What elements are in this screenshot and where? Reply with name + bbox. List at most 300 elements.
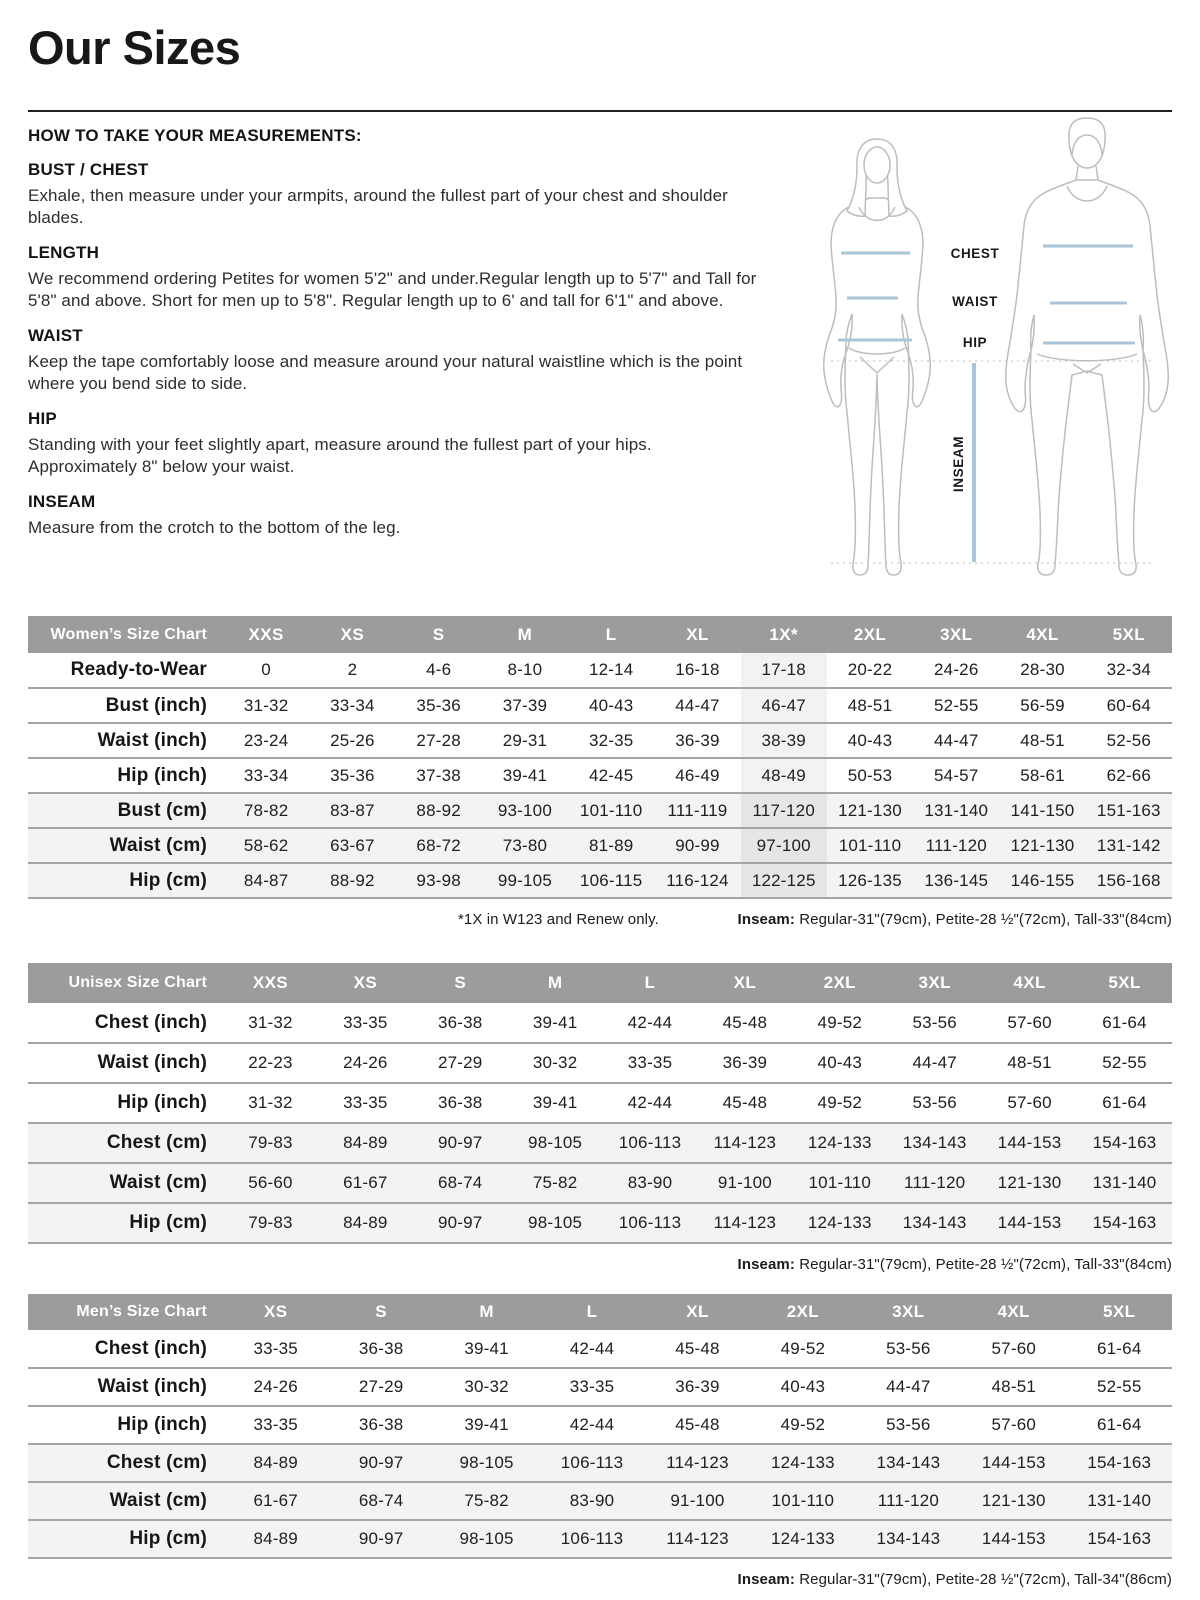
size-cell: 106-113: [618, 1213, 682, 1232]
size-cell: 106-115: [579, 870, 643, 890]
section-body: Exhale, then measure under your armpits, around the fullest part of your chest and shoulder blades.: [28, 186, 728, 227]
size-cell: 98-105: [459, 1529, 514, 1548]
size-cell: 29-31: [502, 730, 548, 750]
size-cell: 33-35: [253, 1415, 298, 1434]
column-header-5xl: 5XL: [1067, 1294, 1173, 1330]
column-header-3xl: 3XL: [913, 616, 999, 653]
size-cell: 24-26: [934, 660, 979, 679]
inseam-note-label: Inseam:: [737, 1256, 795, 1273]
column-header-xs: XS: [223, 1294, 328, 1330]
size-cell: 36-39: [722, 1053, 768, 1072]
table-row: [28, 1406, 1172, 1444]
inseam-note-label: Inseam:: [737, 1571, 795, 1588]
size-cell: 144-153: [981, 1453, 1046, 1472]
size-cell: 30-32: [532, 1053, 578, 1072]
size-cell: 27-29: [437, 1053, 483, 1072]
size-cell: 154-163: [1092, 1133, 1157, 1152]
header-row: [28, 963, 1172, 1003]
size-cell: 146-155: [1010, 870, 1075, 890]
table-row: [28, 758, 1172, 793]
size-cell: 39-41: [502, 765, 548, 785]
column-header-xs: XS: [318, 963, 413, 1003]
size-cell: 17-18: [741, 653, 827, 688]
size-cell: 35-36: [330, 765, 375, 785]
instructions-heading: HOW TO TAKE YOUR MEASUREMENTS:: [28, 126, 362, 145]
size-cell: 84-89: [343, 1213, 388, 1232]
size-cell: 101-110: [771, 1491, 835, 1510]
row-label: Chest (cm): [106, 1452, 207, 1473]
column-header-2xl: 2XL: [827, 616, 913, 653]
size-cell: 2: [347, 660, 358, 679]
size-cell: 35-36: [416, 695, 461, 715]
size-cell: 126-135: [838, 870, 902, 890]
row-label: Hip (cm): [129, 1212, 207, 1233]
waist-label: WAIST: [952, 294, 998, 309]
male-figure: [1006, 118, 1169, 575]
row-label: Bust (cm): [117, 799, 207, 821]
size-cell: 36-38: [437, 1012, 483, 1032]
size-cell: 121-130: [1010, 835, 1075, 855]
size-cell: 154-163: [1092, 1213, 1157, 1232]
size-cell: 58-61: [1020, 765, 1065, 785]
size-cell: 81-89: [588, 835, 634, 855]
section-title: WAIST: [28, 326, 83, 345]
column-header-xxs: XXS: [223, 616, 309, 653]
size-cell: 131-142: [1096, 835, 1161, 855]
mens-size-chart-table: [28, 1294, 1172, 1559]
column-header-m: M: [482, 616, 568, 653]
size-cell: 116-124: [666, 870, 729, 890]
size-cell: 56-60: [248, 1173, 293, 1192]
size-cell: 114-123: [713, 1213, 777, 1232]
size-cell: 90-97: [358, 1529, 404, 1548]
table-row: [28, 1368, 1172, 1406]
instruction-section-bust-chest: [28, 160, 758, 229]
size-cell: 121-130: [838, 800, 902, 820]
table-row: [28, 1444, 1172, 1482]
size-cell: 98-105: [528, 1213, 583, 1232]
size-cell: 90-97: [437, 1213, 483, 1232]
size-cell: 156-168: [1096, 870, 1161, 890]
column-header-xl: XL: [697, 963, 792, 1003]
size-cell: 83-90: [627, 1173, 673, 1192]
size-cell: 33-35: [627, 1053, 673, 1072]
size-cell: 134-143: [876, 1529, 941, 1548]
column-header-2xl: 2XL: [750, 1294, 855, 1330]
row-label: Hip (cm): [129, 869, 207, 891]
size-cell: 141-150: [1010, 800, 1075, 820]
size-cell: 124-133: [807, 1133, 872, 1152]
womens-size-chart-table: [28, 616, 1172, 899]
size-cell: 93-100: [497, 800, 552, 820]
size-cell: 12-14: [588, 660, 634, 679]
table-row: [28, 1163, 1172, 1203]
column-header-xxs: XXS: [223, 963, 318, 1003]
size-cell: 27-29: [358, 1377, 404, 1396]
size-cell: 45-48: [675, 1338, 720, 1358]
table-row: [28, 723, 1172, 758]
size-cell: 54-57: [934, 765, 979, 785]
mens-footnotes: [28, 1571, 1172, 1588]
size-cell: 52-56: [1106, 730, 1152, 750]
size-cell: 33-35: [343, 1093, 388, 1112]
table-row: [28, 1330, 1172, 1368]
size-cell: 60-64: [1106, 695, 1152, 715]
size-cell: 48-51: [1007, 1053, 1052, 1072]
size-cell: 25-26: [330, 730, 375, 750]
table-row: [28, 1003, 1172, 1043]
size-cell: 37-38: [416, 765, 461, 785]
size-cell: 50-53: [847, 765, 893, 785]
size-cell: 48-51: [847, 695, 893, 715]
size-cell: 144-153: [997, 1213, 1062, 1232]
size-cell: 91-100: [670, 1491, 725, 1510]
size-cell: 106-113: [618, 1133, 682, 1152]
size-cell: 48-51: [991, 1377, 1037, 1396]
table-title: Men’s Size Chart: [28, 1294, 223, 1330]
table-row: [28, 793, 1172, 828]
column-header-4xl: 4XL: [961, 1294, 1066, 1330]
row-label: Chest (inch): [94, 1011, 207, 1033]
size-cell: 33-35: [569, 1377, 615, 1396]
size-cell: 121-130: [981, 1491, 1046, 1510]
size-cell: 84-89: [253, 1529, 298, 1548]
size-cell: 63-67: [330, 835, 375, 855]
size-cell: 134-143: [902, 1133, 967, 1152]
size-cell: 90-97: [437, 1133, 483, 1152]
measurement-instructions: [28, 126, 758, 539]
size-cell: 78-82: [243, 800, 289, 820]
table-row: [28, 1043, 1172, 1083]
row-label: Ready-to-Wear: [70, 659, 207, 680]
mens-size-chart-block: [28, 1294, 1172, 1588]
column-header-1x: 1X*: [741, 616, 827, 653]
size-cell: 36-39: [675, 730, 720, 750]
size-cell: 56-59: [1020, 695, 1065, 715]
table-row: [28, 1203, 1172, 1243]
unisex-size-chart-block: [28, 963, 1172, 1273]
row-label: Waist (inch): [97, 729, 207, 751]
size-cell: 36-39: [675, 1377, 720, 1396]
size-cell: 134-143: [902, 1213, 967, 1232]
size-cell: 101-110: [579, 800, 643, 820]
row-label: Hip (cm): [129, 1528, 207, 1549]
size-cell: 61-67: [253, 1491, 298, 1510]
size-cell: 53-56: [912, 1012, 957, 1032]
size-cell: 23-24: [243, 730, 289, 750]
header-row: [28, 1294, 1172, 1330]
footnote-inseam: [738, 1256, 1172, 1273]
size-cell: 84-89: [343, 1133, 388, 1152]
section-body: Standing with your feet slightly apart, measure around the fullest part of your hips. Approximately 8" below your waist.: [28, 435, 652, 476]
size-cell: 98-105: [459, 1453, 514, 1472]
size-cell: 83-87: [330, 800, 375, 820]
size-cell: 111-120: [877, 1491, 939, 1510]
column-header-5xl: 5XL: [1086, 616, 1172, 653]
column-header-2xl: 2XL: [792, 963, 887, 1003]
size-cell: 32-35: [588, 730, 634, 750]
size-cell: 46-47: [741, 688, 827, 723]
section-body: We recommend ordering Petites for women 5'2" and under.Regular length up to 5'7" and Tall for 5'8" and above. Short for men up to 5'8". Regular length up to 6' and tall for 6'1" and above.: [28, 269, 757, 310]
size-cell: 144-153: [981, 1529, 1046, 1548]
size-cell: 44-47: [934, 730, 979, 750]
size-cell: 49-52: [780, 1338, 826, 1358]
womens-footnotes: [28, 911, 1172, 928]
size-cell: 131-140: [1087, 1491, 1152, 1510]
womens-size-chart-block: [28, 616, 1172, 928]
size-cell: 52-55: [1102, 1053, 1147, 1072]
size-table: [28, 963, 1172, 1244]
column-header-5xl: 5XL: [1077, 963, 1172, 1003]
size-cell: 45-48: [675, 1415, 720, 1434]
size-cell: 106-113: [560, 1529, 624, 1548]
size-cell: 53-56: [886, 1338, 931, 1358]
size-cell: 131-140: [1092, 1173, 1157, 1192]
size-cell: 46-49: [675, 765, 720, 785]
size-cell: 30-32: [464, 1377, 509, 1396]
column-header-xl: XL: [654, 616, 740, 653]
size-cell: 27-28: [416, 730, 461, 750]
size-table: [28, 1294, 1172, 1559]
size-cell: 52-55: [934, 695, 979, 715]
row-label: Chest (inch): [94, 1337, 207, 1359]
column-header-3xl: 3XL: [856, 1294, 961, 1330]
column-header-3xl: 3XL: [887, 963, 982, 1003]
hip-label: HIP: [962, 335, 988, 350]
size-cell: 28-30: [1020, 660, 1065, 679]
inseam-note-label: Inseam:: [737, 911, 795, 928]
size-cell: 154-163: [1087, 1453, 1152, 1472]
column-header-l: L: [568, 616, 654, 653]
size-cell: 75-82: [464, 1491, 509, 1510]
size-cell: 40-43: [588, 695, 634, 715]
size-cell: 111-120: [904, 1173, 966, 1192]
size-cell: 36-38: [358, 1338, 404, 1358]
size-cell: 84-87: [243, 870, 289, 890]
female-body-outline: [824, 198, 931, 575]
row-label: Hip (inch): [117, 764, 207, 786]
size-cell: 53-56: [912, 1093, 957, 1112]
size-cell: 20-22: [847, 660, 893, 679]
size-cell: 91-100: [717, 1173, 772, 1192]
table-row: [28, 1083, 1172, 1123]
size-cell: 61-64: [1097, 1415, 1142, 1434]
column-header-l: L: [539, 1294, 644, 1330]
column-header-4xl: 4XL: [982, 963, 1077, 1003]
table-title: Unisex Size Chart: [28, 963, 223, 1003]
footnote-inseam: [738, 911, 1172, 928]
column-header-xl: XL: [645, 1294, 750, 1330]
size-cell: 124-133: [771, 1529, 835, 1548]
row-label: Waist (inch): [97, 1376, 207, 1397]
table-row: [28, 653, 1172, 688]
size-cell: 40-43: [847, 730, 893, 750]
male-body-outline: [1006, 180, 1169, 575]
size-cell: 4-6: [426, 660, 452, 679]
size-cell: 136-145: [924, 870, 989, 890]
size-cell: 124-133: [771, 1453, 835, 1472]
row-label: Chest (cm): [106, 1132, 207, 1153]
size-cell: 73-80: [502, 835, 548, 855]
inseam-note-text: Regular-31"(79cm), Petite-28 ½"(72cm), Tall-33"(84cm): [794, 1256, 1172, 1273]
table-row: [28, 828, 1172, 863]
size-cell: 39-41: [464, 1415, 509, 1434]
size-cell: 45-48: [722, 1012, 768, 1032]
row-label: Hip (inch): [117, 1092, 207, 1113]
size-cell: 124-133: [807, 1213, 872, 1232]
size-cell: 68-74: [437, 1173, 483, 1192]
footnote-1x: *1X in W123 and Renew only.: [458, 911, 659, 928]
size-cell: 111-120: [925, 835, 987, 855]
page-title: Our Sizes: [28, 21, 241, 74]
size-cell: 38-39: [741, 723, 827, 758]
size-cell: 52-55: [1097, 1377, 1142, 1396]
inseam-note-text: Regular-31"(79cm), Petite-28 ½"(72cm), Tall-33"(84cm): [794, 911, 1172, 928]
size-cell: 31-32: [248, 1012, 293, 1032]
size-cell: 79-83: [248, 1213, 293, 1232]
size-table: [28, 616, 1172, 899]
header-row: [28, 616, 1172, 653]
size-cell: 117-120: [741, 793, 827, 828]
size-cell: 57-60: [1007, 1093, 1052, 1112]
size-cell: 8-10: [507, 660, 543, 679]
size-cell: 40-43: [817, 1053, 863, 1072]
chest-label: CHEST: [950, 246, 1000, 261]
section-title: HIP: [28, 409, 57, 428]
size-cell: 61-67: [343, 1173, 388, 1192]
row-label: Waist (cm): [109, 1172, 207, 1193]
size-cell: 24-26: [343, 1053, 388, 1072]
size-cell: 114-123: [666, 1453, 729, 1472]
size-cell: 45-48: [722, 1093, 768, 1112]
size-cell: 33-34: [330, 695, 375, 715]
female-figure: [824, 139, 931, 575]
size-cell: 88-92: [416, 800, 461, 820]
size-cell: 101-110: [838, 835, 902, 855]
size-cell: 31-32: [248, 1093, 293, 1112]
column-header-m: M: [434, 1294, 539, 1330]
female-face: [864, 147, 890, 183]
size-cell: 62-66: [1106, 765, 1152, 785]
size-cell: 90-99: [675, 835, 720, 855]
size-cell: 36-38: [437, 1093, 483, 1112]
table-row: [28, 1482, 1172, 1520]
size-cell: 24-26: [253, 1377, 298, 1396]
size-cell: 0: [261, 660, 271, 679]
column-header-m: M: [508, 963, 603, 1003]
size-cell: 44-47: [912, 1053, 957, 1072]
size-cell: 134-143: [876, 1453, 941, 1472]
row-label: Waist (cm): [109, 1490, 207, 1511]
size-cell: 61-64: [1102, 1012, 1147, 1032]
size-cell: 40-43: [780, 1377, 826, 1396]
size-cell: 49-52: [780, 1415, 826, 1434]
table-row: [28, 688, 1172, 723]
row-label: Hip (inch): [117, 1414, 207, 1435]
size-cell: 33-35: [253, 1338, 298, 1358]
size-cell: 57-60: [991, 1338, 1037, 1358]
size-cell: 32-34: [1106, 660, 1152, 679]
instruction-section-length: [28, 243, 758, 312]
size-cell: 33-34: [243, 765, 289, 785]
size-cell: 61-64: [1102, 1093, 1147, 1112]
size-cell: 49-52: [817, 1012, 863, 1032]
row-label: Bust (inch): [105, 694, 207, 716]
size-cell: 42-44: [569, 1415, 615, 1434]
size-cell: 79-83: [248, 1133, 293, 1152]
size-cell: 106-113: [560, 1453, 624, 1472]
footnote-inseam: [738, 1571, 1172, 1588]
size-cell: 93-98: [416, 870, 461, 890]
row-label: Waist (inch): [97, 1052, 207, 1073]
size-cell: 114-123: [713, 1133, 777, 1152]
size-cell: 154-163: [1087, 1529, 1152, 1548]
size-cell: 90-97: [358, 1453, 404, 1472]
size-cell: 44-47: [675, 695, 720, 715]
size-cell: 75-82: [532, 1173, 578, 1192]
size-cell: 57-60: [1007, 1012, 1052, 1032]
size-cell: 39-41: [464, 1338, 509, 1358]
size-cell: 39-41: [532, 1012, 578, 1032]
size-cell: 22-23: [248, 1053, 293, 1072]
size-cell: 42-44: [627, 1093, 673, 1112]
size-cell: 68-72: [416, 835, 461, 855]
size-cell: 68-74: [358, 1491, 404, 1510]
column-header-s: S: [328, 1294, 433, 1330]
size-cell: 83-90: [569, 1491, 615, 1510]
size-cell: 36-38: [358, 1415, 404, 1434]
size-cell: 49-52: [817, 1093, 863, 1112]
size-cell: 16-18: [675, 660, 720, 679]
instruction-section-hip: [28, 409, 758, 478]
unisex-footnotes: [28, 1256, 1172, 1273]
size-cell: 48-49: [741, 758, 827, 793]
size-cell: 57-60: [991, 1415, 1037, 1434]
size-cell: 97-100: [741, 828, 827, 863]
size-cell: 151-163: [1096, 800, 1161, 820]
size-cell: 42-44: [569, 1338, 615, 1358]
table-title: Women’s Size Chart: [28, 616, 223, 653]
inseam-note-text: Regular-31"(79cm), Petite-28 ½"(72cm), Tall-34"(86cm): [794, 1571, 1172, 1588]
size-cell: 37-39: [502, 695, 548, 715]
size-cell: 33-35: [343, 1012, 388, 1032]
size-cell: 101-110: [808, 1173, 872, 1192]
size-cell: 42-45: [588, 765, 634, 785]
inseam-label: INSEAM: [951, 435, 966, 493]
section-title: INSEAM: [28, 492, 96, 511]
size-cell: 84-89: [253, 1453, 298, 1472]
measurement-diagram: [785, 112, 1180, 580]
size-cell: 48-51: [1020, 730, 1065, 750]
size-cell: 42-44: [627, 1012, 673, 1032]
size-cell: 99-105: [497, 870, 552, 890]
size-cell: 98-105: [528, 1133, 583, 1152]
instruction-section-inseam: [28, 492, 758, 539]
column-header-s: S: [413, 963, 508, 1003]
section-title: LENGTH: [28, 243, 100, 262]
size-cell: 111-119: [667, 800, 728, 820]
size-cell: 31-32: [243, 695, 289, 715]
size-cell: 114-123: [666, 1529, 729, 1548]
table-row: [28, 1520, 1172, 1558]
table-row: [28, 1123, 1172, 1163]
size-cell: 44-47: [886, 1377, 931, 1396]
size-cell: 131-140: [924, 800, 989, 820]
column-header-s: S: [396, 616, 482, 653]
size-cell: 144-153: [997, 1133, 1062, 1152]
table-row: [28, 863, 1172, 898]
size-cell: 121-130: [997, 1173, 1062, 1192]
